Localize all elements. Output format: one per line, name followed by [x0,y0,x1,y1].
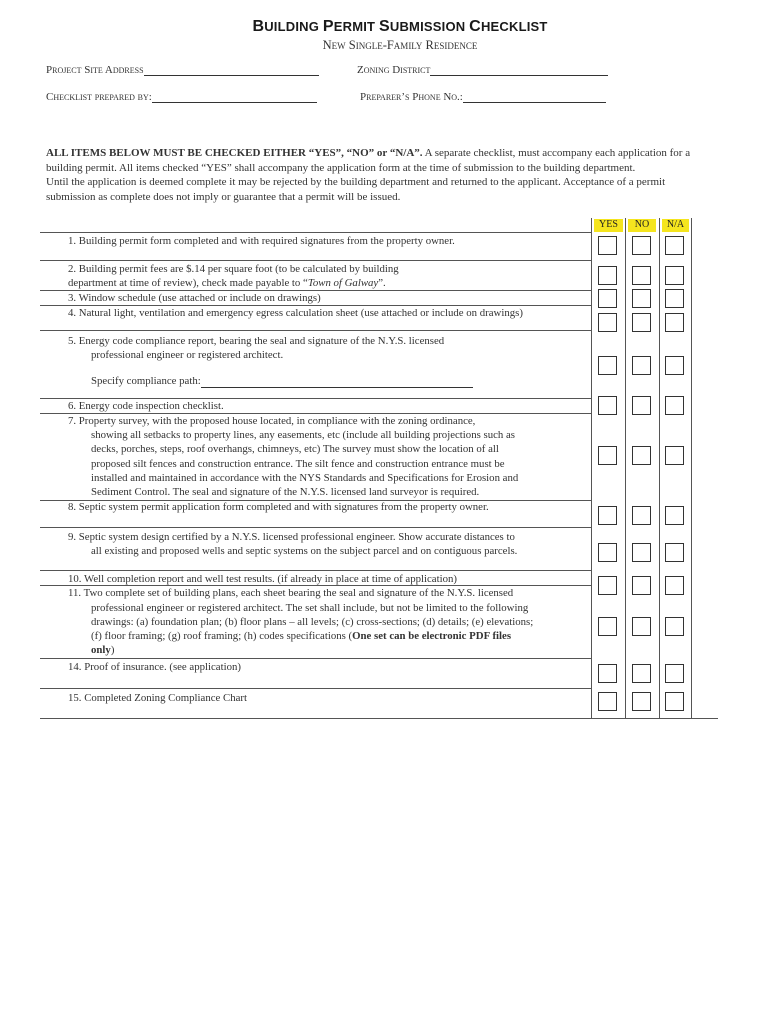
item-text: proposed silt fences and construction entrance. The silt fence and construction entrance must be [91,458,505,470]
row-divider [40,570,591,571]
page-subtitle [0,38,770,53]
item-text: installed and maintained in accordance with the NYS Standards and Specifications for Erosion and [91,472,519,484]
item-text: 4. Natural light, ventilation and emergency egress calculation sheet (use attached or include on drawings) [68,307,523,319]
item-8 [68,500,489,514]
item-15-na-checkbox[interactable] [665,692,684,711]
item-7-cont [91,428,515,442]
item-10-yes-checkbox[interactable] [598,576,617,595]
item-1-no-checkbox[interactable] [632,236,651,255]
item-11 [68,586,513,600]
item-9-yes-checkbox[interactable] [598,543,617,562]
item-14-no-checkbox[interactable] [632,664,651,683]
instructions-lead: ALL ITEMS BELOW MUST BE CHECKED EITHER “YES”, “NO” or “N/A”. [46,147,423,159]
zoning-district-label: Zoning District [357,64,431,76]
item-7-yes-checkbox[interactable] [598,446,617,465]
item-4-na-checkbox[interactable] [665,313,684,332]
item-9-cont [91,544,517,558]
item-text: (f) floor framing; (g) roof framing; (h) codes specifications ( [91,630,353,642]
item-6-no-checkbox[interactable] [632,396,651,415]
table-bottom-line [40,718,718,719]
item-10-no-checkbox[interactable] [632,576,651,595]
title-part: P [322,18,334,35]
item-4-no-checkbox[interactable] [632,313,651,332]
column-divider [625,218,626,718]
title-part: ERMIT [333,19,379,34]
item-5-yes-checkbox[interactable] [598,356,617,375]
zoning-district-field[interactable] [357,64,608,76]
item-text: 6. Energy code inspection checklist. [68,400,224,412]
item-text-italic: Town of Galway [307,277,379,289]
item-9 [68,530,515,544]
item-text: Sediment Control. The seal and signature of the N.Y.S. licensed land surveyor is required. [91,486,480,498]
item-7-cont [91,457,505,471]
compliance-path-line[interactable] [201,377,473,388]
item-10 [68,572,457,586]
item-11-yes-checkbox[interactable] [598,617,617,636]
item-10-na-checkbox[interactable] [665,576,684,595]
na-label: N/A [666,219,685,230]
item-text: professional engineer or registered architect. [91,349,284,361]
phone-label: Preparer’s Phone No.: [360,91,463,103]
item-1-yes-checkbox[interactable] [598,236,617,255]
instructions [46,146,711,204]
yes-label: YES [599,219,618,230]
title-part: UBMISSION [389,19,470,34]
item-11-cont [91,629,511,643]
item-7 [68,414,475,428]
item-11-cont [91,643,114,657]
item-text: drawings: (a) foundation plan; (b) floor plans – all levels; (c) cross-sections; (d) details; (e) elevations; [91,616,534,628]
item-9-no-checkbox[interactable] [632,543,651,562]
item-text: 3. Window schedule (use attached or include on drawings) [68,292,321,304]
item-3-no-checkbox[interactable] [632,289,651,308]
page-title [0,18,770,36]
subtitle-text: New Single-Family Residence [322,38,478,52]
item-text: 10. Well completion report and well test results. (if already in place at time of application) [68,573,457,585]
item-6-na-checkbox[interactable] [665,396,684,415]
no-label: NO [634,219,650,230]
item-15-yes-checkbox[interactable] [598,692,617,711]
item-14 [68,660,241,674]
prepared-by-label: Checklist prepared by: [46,91,152,103]
item-7-cont [91,471,518,485]
item-7-na-checkbox[interactable] [665,446,684,465]
item-3 [68,291,321,305]
item-text: professional engineer or registered architect. The set shall include, but not be limited to the following [91,602,529,614]
row-divider [40,330,591,331]
item-14-yes-checkbox[interactable] [598,664,617,683]
item-4-yes-checkbox[interactable] [598,313,617,332]
title-part: UILDING [264,19,323,34]
item-11-cont [91,601,528,615]
item-6-yes-checkbox[interactable] [598,396,617,415]
item-text: 5. Energy code compliance report, bearing the seal and signature of the N.Y.S. licensed [68,335,445,347]
row-divider [40,232,591,233]
item-text: ) [110,644,115,656]
item-text-bold: One set can be electronic PDF files [352,630,512,642]
item-2-no-checkbox[interactable] [632,266,651,285]
item-3-na-checkbox[interactable] [665,289,684,308]
item-text: all existing and proposed wells and septic systems on the subject parcel and on contiguous parcels. [91,545,518,557]
item-4 [68,306,523,320]
title-part: S [379,18,390,35]
row-divider [40,527,591,528]
column-header-yes [594,219,623,232]
item-text: 8. Septic system permit application form completed and with signatures from the property owner. [68,501,489,513]
item-text: 15. Completed Zoning Compliance Chart [68,692,248,704]
prepared-by-line[interactable] [152,91,317,103]
item-text: 7. Property survey, with the proposed house located, in compliance with the zoning ordinance, [68,415,476,427]
prepared-by-field[interactable] [46,91,317,103]
item-1-na-checkbox[interactable] [665,236,684,255]
item-5-no-checkbox[interactable] [632,356,651,375]
item-text: 2. Building permit fees are $.14 per square foot (to be calculated by building [68,263,399,275]
item-7-cont [91,485,479,499]
row-divider [40,658,591,659]
title-part: B [252,18,265,35]
column-header-na [662,219,689,232]
item-3-yes-checkbox[interactable] [598,289,617,308]
item-6 [68,399,224,413]
phone-line[interactable] [463,91,606,103]
site-address-label: Project Site Address [46,64,144,76]
compliance-path-label: Specify compliance path: [91,375,201,387]
instructions-para1: A separate checklist, must accompany each application for a building permit. All items checked “YES” shall accompany the application form at the time of submission to the building department. [46,147,691,174]
item-text: showing all setbacks to property lines, any easements, etc (include all building projections such as [91,429,515,441]
item-text: 1. Building permit form completed and with required signatures from the property owner. [68,235,455,247]
item-14-na-checkbox[interactable] [665,664,684,683]
item-8-no-checkbox[interactable] [632,506,651,525]
item-8-na-checkbox[interactable] [665,506,684,525]
title-part: HECKLIST [480,19,548,34]
zoning-district-line[interactable] [430,64,608,76]
row-divider [40,260,591,261]
item-7-no-checkbox[interactable] [632,446,651,465]
item-5-na-checkbox[interactable] [665,356,684,375]
item-5-cont [91,348,283,362]
item-text: 14. Proof of insurance. (see application) [68,661,241,673]
item-5 [68,334,444,348]
item-11-na-checkbox[interactable] [665,617,684,636]
title-part: C [469,18,481,35]
item-11-no-checkbox[interactable] [632,617,651,636]
item-text: department at time of review), check made payable to “ [68,277,308,289]
item-2-yes-checkbox[interactable] [598,266,617,285]
column-divider [691,218,692,718]
item-7-cont [91,442,499,456]
row-divider [40,688,591,689]
item-text: ”. [378,277,386,289]
column-divider [659,218,660,718]
item-9-na-checkbox[interactable] [665,543,684,562]
compliance-path-field[interactable] [91,374,473,388]
site-address-line[interactable] [144,64,319,76]
item-text-bold: only [91,644,111,656]
item-text: decks, porches, steps, roof overhangs, chimneys, etc) The survey must show the location of all [91,443,499,455]
column-header-no [628,219,656,232]
item-8-yes-checkbox[interactable] [598,506,617,525]
item-text: 9. Septic system design certified by a N.Y.S. licensed professional engineer. Show accurate distances to [68,531,515,543]
phone-field[interactable] [360,91,606,103]
site-address-field[interactable] [46,64,319,76]
column-divider [591,218,592,718]
item-2 [68,262,399,276]
item-2-na-checkbox[interactable] [665,266,684,285]
item-15 [68,691,247,705]
item-15-no-checkbox[interactable] [632,692,651,711]
item-2-cont [68,276,386,290]
item-text: 11. Two complete set of building plans, each sheet bearing the seal and signature of the N.Y.S. licensed [68,587,514,599]
item-11-cont [91,615,533,629]
item-1 [68,234,455,248]
instructions-para2: Until the application is deemed complete it may be rejected by the building department and returned to the applicant. Acceptance of a permit submission as complete does not imply or guarantee that a permit will be issued. [46,176,666,203]
